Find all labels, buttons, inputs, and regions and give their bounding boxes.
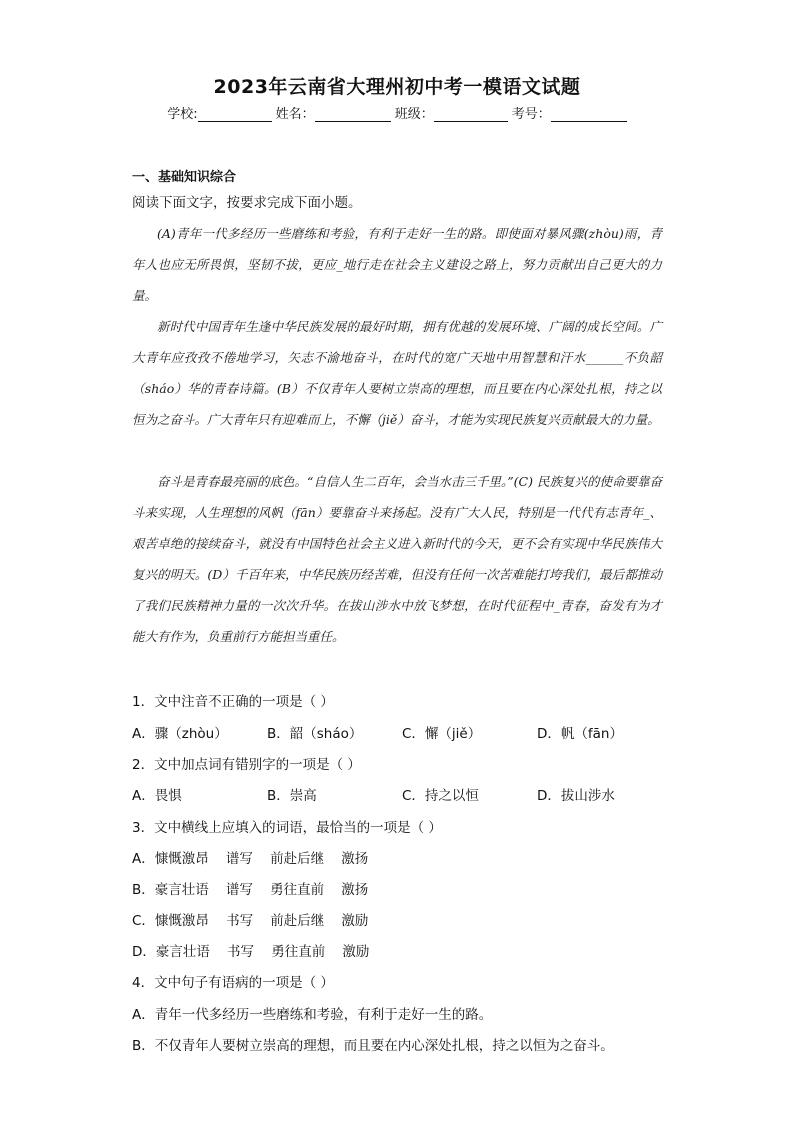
section-heading: 一、基础知识综合 [132,170,237,185]
question-2-option-a[interactable]: A．畏惧 [132,788,182,804]
class-field [395,103,508,122]
exam-number-field [512,103,627,122]
question-4-option-b[interactable]: B．不仅青年人要树立崇高的理想，而且要在内心深处扎根，持之以恒为之奋斗。 [132,1038,614,1054]
question-1-option-c[interactable]: C．懈（jiě） [402,726,482,742]
question-2-options [132,784,672,804]
student-info-row [0,103,794,122]
question-1-stem: 1．文中注音不正确的一项是（ ） [132,694,334,710]
question-2-option-b[interactable]: B．崇高 [267,788,317,804]
question-2-option-c[interactable]: C．持之以恒 [402,788,479,804]
school-field [167,103,271,122]
exam-number-label: 考号： [511,107,551,122]
page-title: 2023年云南省大理州初中考一模语文试题 [213,76,581,98]
question-3-option-d[interactable]: D．豪言壮语 书写 勇往直前 激励 [132,944,370,960]
passage-paragraph-2 [132,311,662,435]
class-label: 班级： [394,107,434,122]
question-3-option-b[interactable]: B．豪言壮语 谱写 勇往直前 激扬 [132,882,369,898]
passage-paragraph-3 [132,466,662,652]
name-blank[interactable] [315,107,391,122]
name-field [276,103,391,122]
question-1-option-a[interactable]: A．骤（zhòu） [132,726,228,742]
exam-number-blank[interactable] [551,107,627,122]
question-4-option-a[interactable]: A．青年一代多经历一些磨练和考验，有利于走好一生的路。 [132,1007,493,1023]
passage-paragraph-1 [132,218,662,311]
question-2-stem: 2．文中加点词有错别字的一项是（ ） [132,757,361,773]
name-label: 姓名： [275,107,315,122]
question-3-stem: 3．文中横线上应填入的词语，最恰当的一项是（ ） [132,820,442,836]
class-blank[interactable] [434,107,508,122]
passage-text-2: 新时代中国青年生逢中华民族发展的最好时期，拥有优越的发展环境、广阔的成长空间。广大青年应孜孜不倦地学习，矢志不渝地奋斗，在时代的宽广天地中用智慧和汗水______不负韶（sháo）华的青春诗篇。(B）不仅青年人要树立崇高的理想，而且要在内心深处扎根，持之以恒为之奋斗。广大青年只有迎难而上，不懈（jiě）奋斗，才能为实现民族复兴贡献最大的力量。 [132,319,662,427]
question-3-option-c[interactable]: C．慷慨激昂 书写 前赴后继 激励 [132,913,369,929]
section-instruction: 阅读下面文字，按要求完成下面小题。 [132,195,362,211]
passage-text-1: (A)青年一代多经历一些磨练和考验，有利于走好一生的路。即使面对暴风骤(zhòu)雨，青年人也应无所畏惧，坚韧不拔，更应_地行走在社会主义建设之路上，努力贡献出自己更大的力量。 [132,226,662,303]
school-label: 学校: [167,107,198,122]
question-1-options [132,722,672,742]
question-4-stem: 4．文中句子有语病的一项是（ ） [132,975,334,991]
question-3-option-a[interactable]: A．慷慨激昂 谱写 前赴后继 激扬 [132,851,369,867]
question-1-option-b[interactable]: B．韶（sháo） [267,726,363,742]
question-1-option-d[interactable]: D．帆（fān） [537,726,623,742]
passage-text-3: 奋斗是青春最亮丽的底色。“自信人生二百年，会当水击三千里。”(C) 民族复兴的使命要靠奋斗来实现，人生理想的风帆（fān）要靠奋斗来扬起。没有广大人民，特别是一代代有志青年_、艰苦卓绝的接续奋斗，就没有中国特色社会主义进入新时代的今天，更不会有实现中华民族伟大复兴的明天。(D）千百年来，中华民族历经苦难，但没有任何一次苦难能打垮我们，最后都推动了我们民族精神力量的一次次升华。在拔山涉水中放飞梦想，在时代征程中_青春，奋发有为才能大有作为，负重前行方能担当重任。 [132,474,662,644]
question-2-option-d[interactable]: D．拔山涉水 [537,788,615,804]
school-blank[interactable] [198,107,272,122]
